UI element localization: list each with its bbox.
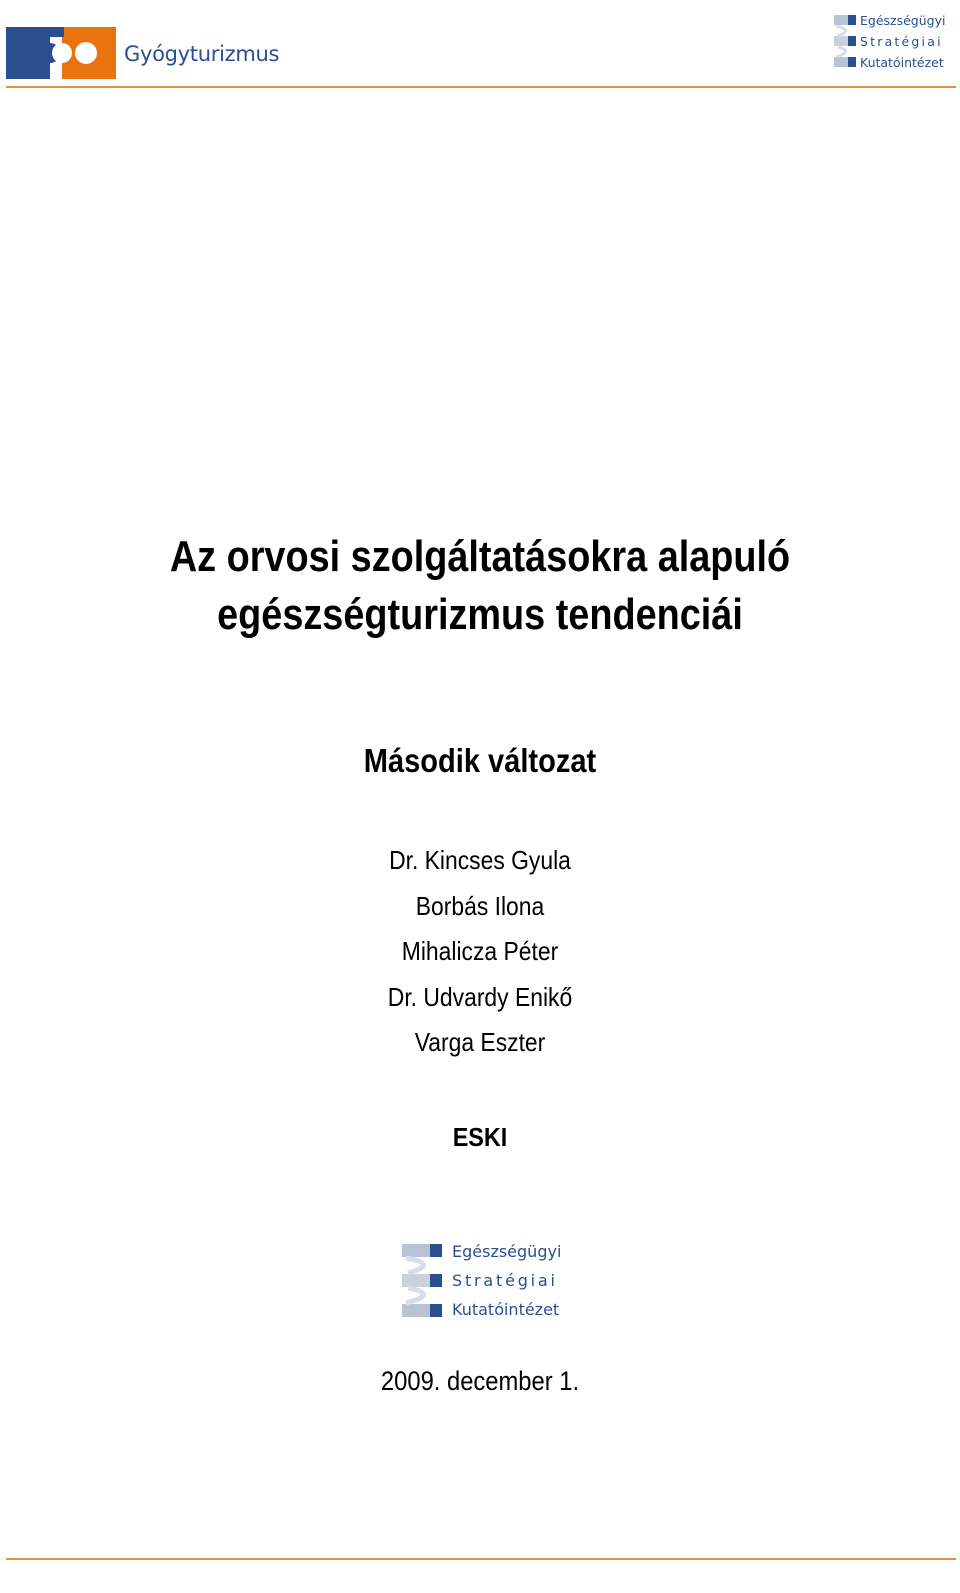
gyogyturizmus-logo (6, 27, 306, 79)
eski-logo-icon (400, 1238, 456, 1322)
author-name: Dr. Kincses Gyula (389, 845, 571, 875)
document-subtitle: Második változat (363, 742, 597, 779)
eski-logo-center (400, 1238, 560, 1322)
author-name: Dr. Udvardy Enikő (387, 981, 573, 1012)
author-name: Borbás Ilona (415, 890, 545, 921)
puzzle-logo-icon (6, 27, 116, 79)
document-date: 2009. december 1. (380, 1366, 580, 1396)
footer-divider (6, 1558, 956, 1560)
eski-logo-header (832, 12, 950, 72)
eski-logo-icon (832, 12, 862, 72)
document-title-line1: Az orvosi szolgáltatásokra alapuló (169, 532, 791, 581)
author-name: Mihalicza Péter (401, 936, 559, 966)
organization-name: ESKI (452, 1122, 508, 1152)
header-divider (6, 86, 956, 88)
author-name: Varga Eszter (414, 1027, 546, 1057)
eski-logo-line2: Stratégiai (860, 34, 943, 49)
eski-logo-line3: Kutatóintézet (452, 1300, 560, 1319)
document-title-line2: egészségturizmus tendenciái (217, 590, 743, 639)
author-list (0, 838, 960, 1066)
eski-logo-line1: Egészségügyi (860, 13, 946, 28)
page-header (0, 0, 960, 90)
gyogyturizmus-logo-text: Gyógyturizmus (124, 42, 280, 66)
eski-logo-line1: Egészségügyi (452, 1242, 562, 1261)
eski-logo-line3: Kutatóintézet (860, 55, 944, 70)
eski-logo-line2: Stratégiai (452, 1271, 558, 1290)
